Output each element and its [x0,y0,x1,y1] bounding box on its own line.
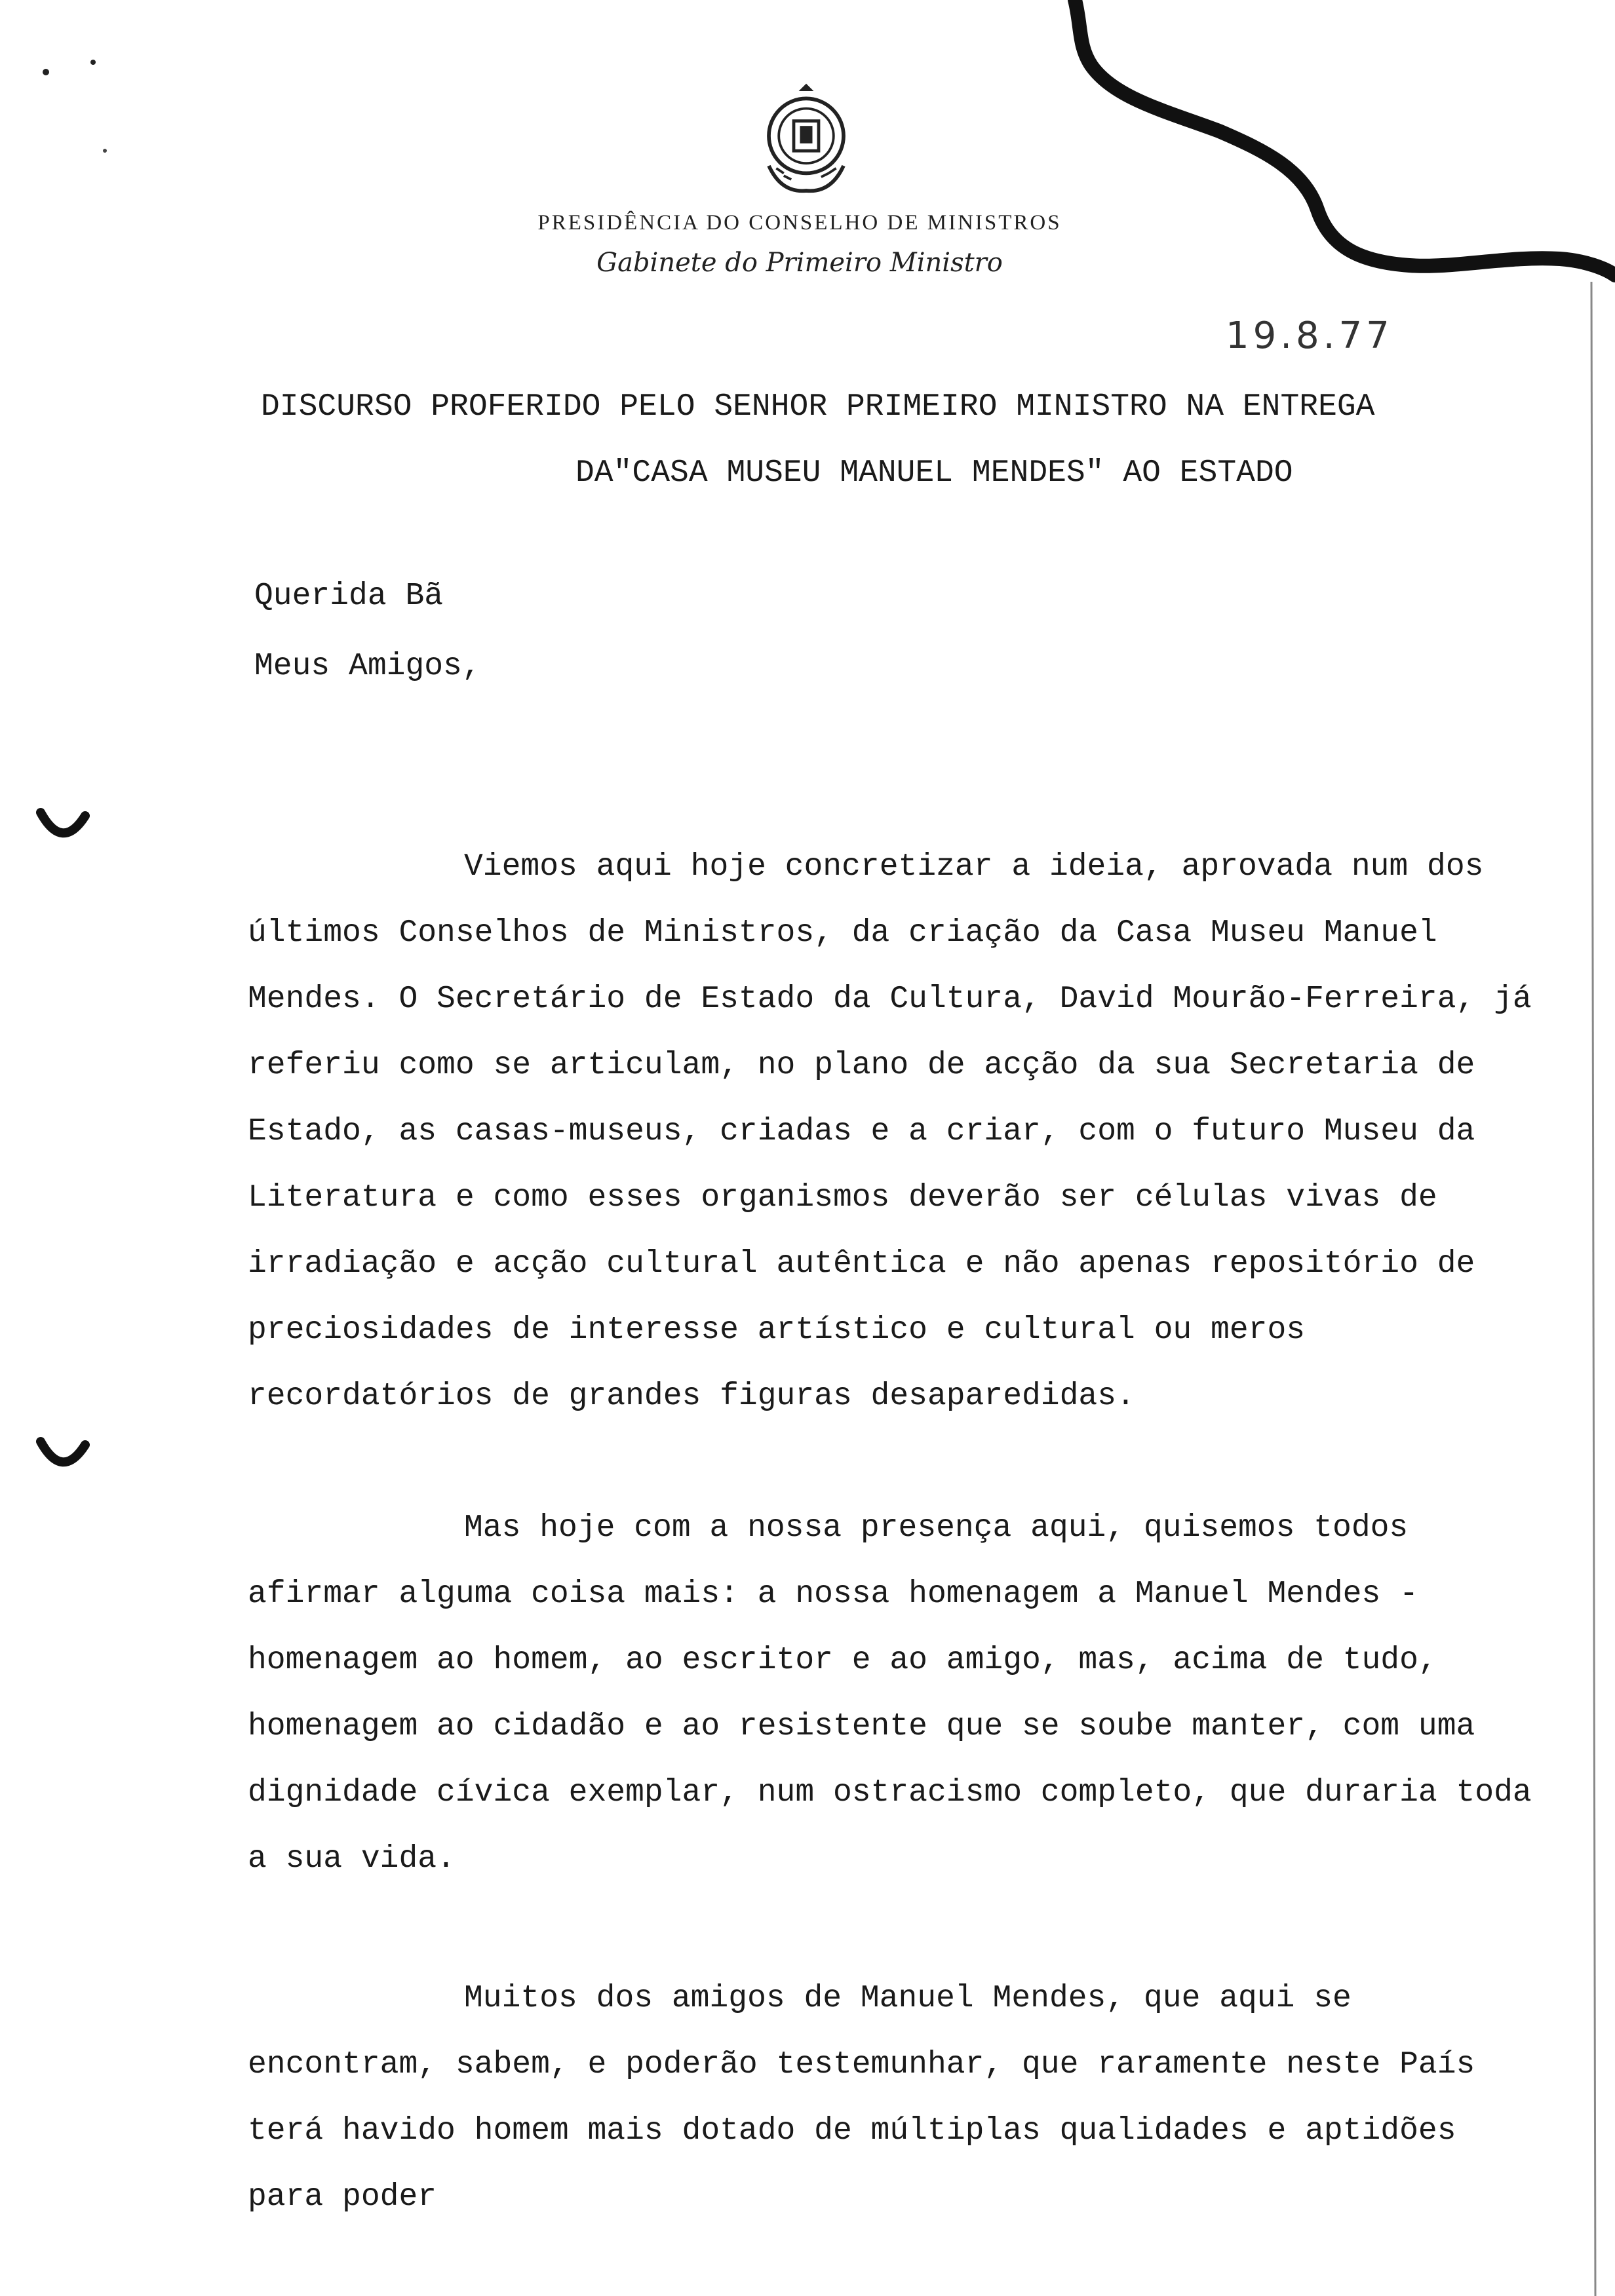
body-paragraph [248,834,1532,1430]
speck [103,149,107,153]
salutation-line1: Querida Bã [254,579,444,614]
speech-title-line2: DA"CASA MUSEU MANUEL MENDES" AO ESTADO [575,455,1293,491]
body-paragraph [248,1966,1532,2230]
speck [90,60,96,65]
hole-punch-mark-icon [41,813,85,833]
paragraph-text: Mas hoje com a nossa presença aqui, quisemos todos afirmar alguma coisa mais: a nossa homenagem a Manuel Mendes - homenagem ao homem, ao escritor e ao amigo, mas, acima de tudo, homenagem ao cidadão e ao resistente que se soube manter, com uma dignidade cívica exemplar, num ostracismo completo, que duraria toda a sua vida. [248,1510,1532,1877]
paragraph-text: Viemos aqui hoje concretizar a ideia, aprovada num dos últimos Conselhos de Ministros, da criação da Casa Museu Manuel Mendes. O Secretário de Estado da Cultura, David Mourão-Ferreira, já referiu como se articulam, no plano de acção da sua Secretaria de Estado, as casas-museus, criadas e a criar, com o futuro Museu da Literatura e como esses organismos deverão ser células vivas de irradiação e acção cultural autêntica e não apenas repositório de preciosidades de interesse artístico e cultural ou meros recordatórios de grandes figuras desaparedidas. [248,849,1532,1414]
body-paragraph [248,1495,1532,1892]
coat-of-arms-seal-icon [744,79,868,203]
salutation-line2: Meus Amigos, [254,649,481,684]
letterhead-office: Gabinete do Primeiro Ministro [596,248,1003,278]
speech-title-line1: DISCURSO PROFERIDO PELO SENHOR PRIMEIRO MINISTRO NA ENTREGA [261,389,1375,425]
paragraph-text: Muitos dos amigos de Manuel Mendes, que aqui se encontram, sabem, e poderão testemunhar, que raramente neste País terá havido homem mais dotado de múltiplas qualidades e aptidões para poder [248,1981,1475,2215]
letterhead-institution: PRESIDÊNCIA DO CONSELHO DE MINISTROS [537,211,1062,235]
page-edge-line [1591,282,1595,2296]
hole-punch-mark-icon [41,1442,85,1462]
handwritten-date: 19.8.77 [1226,315,1393,357]
speck [43,69,49,75]
